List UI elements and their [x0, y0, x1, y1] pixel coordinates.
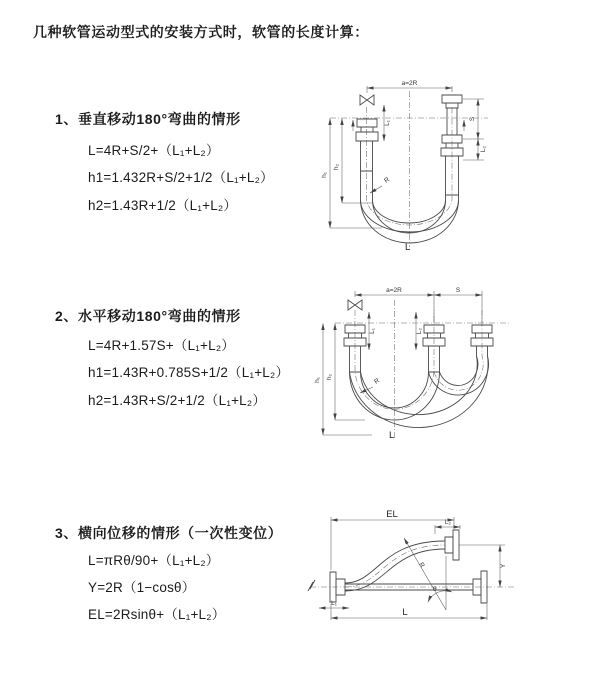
- dim-label-fit-left: L₁: [331, 600, 337, 607]
- diagram-horizontal-180: [310, 280, 600, 450]
- section-3-heading: 3、横向位移的情形（一次性变位）: [55, 525, 283, 541]
- dim-label-span: a=2R: [401, 80, 418, 87]
- dim-label-stroke: S: [469, 116, 476, 122]
- section-2-formula-h2: h2=1.43R+S/2+1/2（L₁+L₂）: [88, 393, 267, 408]
- page-title: 几种软管运动型式的安装方式时，软管的长度计算：: [33, 24, 369, 40]
- left-flange: [356, 119, 378, 141]
- dim-label-radius: R: [417, 561, 426, 570]
- dim-label-h1: h₁: [314, 377, 321, 383]
- dim-label-y: Y: [500, 563, 507, 569]
- diagram-vertical-180: [310, 75, 600, 255]
- pipe-break-icon: [308, 580, 315, 591]
- dim-label-angle: θ: [433, 586, 437, 593]
- dim-label-length: L: [405, 242, 411, 253]
- dim-label-h1: h₁: [321, 172, 328, 178]
- dim-label-h2: h₂: [333, 163, 340, 171]
- section-1-formula-h2: h2=1.43R+1/2（L₁+L₂）: [88, 198, 238, 213]
- angle-arc: [428, 591, 452, 602]
- dim-label-el: EL: [386, 509, 398, 520]
- section-3-formula-EL: EL=2Rsinθ+（L₁+L₂）: [88, 607, 226, 622]
- hose-centerline: [345, 545, 445, 587]
- top-right-flange: [445, 530, 459, 560]
- radius-leader: [370, 186, 382, 193]
- right-upper-flange: [442, 95, 462, 108]
- section-1-heading: 1、垂直移动180°弯曲的情形: [55, 111, 241, 127]
- dim-label-fit-right: L₂: [480, 145, 487, 153]
- dim-label-stroke: S: [455, 287, 461, 294]
- section-1-formula-h1: h1=1.432R+S/2+1/2（L₁+L₂）: [88, 170, 274, 185]
- hose-u-bends: [350, 356, 489, 428]
- dim-label-length: L: [402, 607, 408, 618]
- dim-label-radius: R: [383, 176, 391, 185]
- valve-icon: [348, 300, 362, 310]
- diagram-lateral-displacement: [300, 500, 600, 675]
- section-3-formula-Y: Y=2R（1−cosθ）: [88, 580, 196, 595]
- section-3-formula-L: L=πRθ/90+（L₁+L₂）: [88, 553, 220, 568]
- hose-centerline-shallow: [434, 310, 483, 390]
- hose-curve-top: [345, 541, 445, 583]
- dim-label-fit-left: L₁: [369, 328, 376, 334]
- dim-label-fit-right: L₂: [444, 519, 452, 526]
- dim-label-span: a=2R: [386, 287, 402, 294]
- section-2-heading: 2、水平移动180°弯曲的情形: [55, 308, 241, 324]
- hose-curve-bottom: [345, 549, 445, 591]
- dim-label-h2: h₂: [326, 373, 333, 381]
- section-2-formula-h1: h1=1.43R+0.785S+1/2（L₁+L₂）: [88, 365, 290, 380]
- dim-label-length: L: [389, 430, 395, 441]
- section-1-formula-L: L=4R+S/2+（L₁+L₂）: [88, 143, 220, 158]
- valve-icon: [360, 95, 374, 105]
- dim-label-fit-left: L₁: [384, 120, 391, 126]
- dim-label-fit-right: L₂: [416, 327, 423, 335]
- section-2-formula-L: L=4R+1.57S+（L₁+L₂）: [88, 338, 235, 353]
- dim-label-radius: R: [373, 377, 381, 386]
